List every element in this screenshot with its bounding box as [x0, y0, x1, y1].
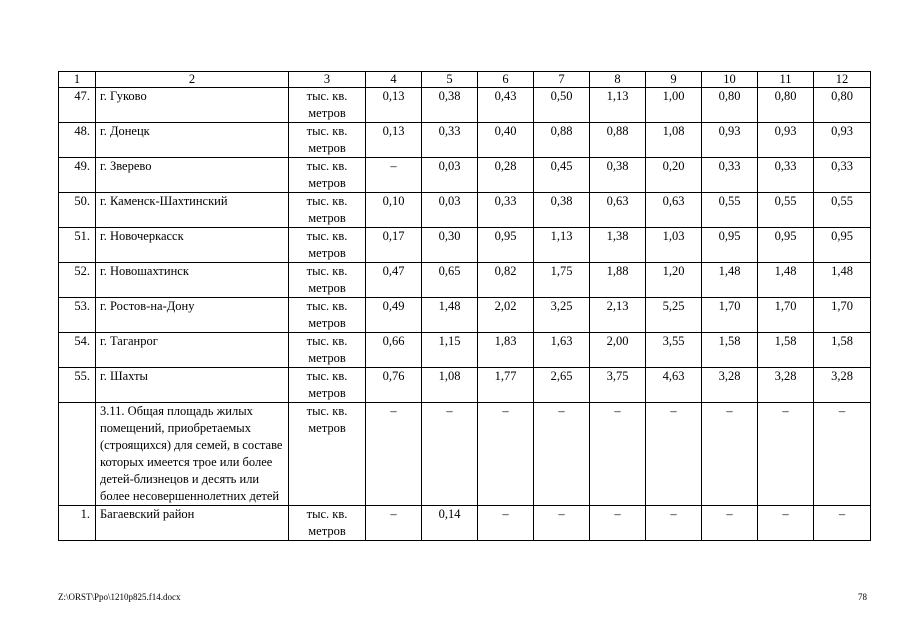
row-unit: тыс. кв. метров: [289, 123, 366, 158]
value-cell: 1,13: [534, 228, 590, 263]
value-cell: –: [702, 403, 758, 506]
value-cell: –: [814, 403, 871, 506]
row-unit: тыс. кв. метров: [289, 506, 366, 541]
row-number: 54.: [59, 333, 96, 368]
value-cell: 2,13: [590, 298, 646, 333]
row-name: г. Зверево: [96, 158, 289, 193]
value-cell: 0,33: [758, 158, 814, 193]
value-cell: 1,58: [814, 333, 871, 368]
value-cell: 0,63: [590, 193, 646, 228]
row-number: [59, 403, 96, 506]
value-cell: –: [814, 506, 871, 541]
value-cell: 1,70: [758, 298, 814, 333]
value-cell: 0,76: [366, 368, 422, 403]
value-cell: 1,38: [590, 228, 646, 263]
value-cell: 1,13: [590, 88, 646, 123]
value-cell: 1,77: [478, 368, 534, 403]
value-cell: 0,40: [478, 123, 534, 158]
value-cell: 1,20: [646, 263, 702, 298]
page-number: 78: [858, 592, 867, 602]
row-name: 3.11. Общая площадь жилых помещений, приобретаемых (строящихся) для семей, в составе которых имеется трое или более детей-близнецов и десять или более несовершеннолетних детей: [96, 403, 289, 506]
value-cell: 1,08: [646, 123, 702, 158]
value-cell: 3,55: [646, 333, 702, 368]
value-cell: 1,00: [646, 88, 702, 123]
row-unit: тыс. кв. метров: [289, 88, 366, 123]
value-cell: 1,63: [534, 333, 590, 368]
column-header: 5: [422, 72, 478, 88]
column-header: 9: [646, 72, 702, 88]
value-cell: 1,70: [702, 298, 758, 333]
value-cell: 0,50: [534, 88, 590, 123]
value-cell: 1,70: [814, 298, 871, 333]
value-cell: 3,75: [590, 368, 646, 403]
row-name: г. Гуково: [96, 88, 289, 123]
value-cell: 0,95: [478, 228, 534, 263]
column-header: 1: [59, 72, 96, 88]
row-name: г. Каменск-Шахтинский: [96, 193, 289, 228]
row-number: 55.: [59, 368, 96, 403]
value-cell: 0,49: [366, 298, 422, 333]
row-unit: тыс. кв. метров: [289, 228, 366, 263]
column-header: 2: [96, 72, 289, 88]
value-cell: –: [590, 506, 646, 541]
column-header: 7: [534, 72, 590, 88]
value-cell: 1,83: [478, 333, 534, 368]
value-cell: 2,00: [590, 333, 646, 368]
value-cell: 0,20: [646, 158, 702, 193]
column-header: 4: [366, 72, 422, 88]
value-cell: 0,45: [534, 158, 590, 193]
value-cell: 0,66: [366, 333, 422, 368]
value-cell: 0,38: [534, 193, 590, 228]
value-cell: 2,65: [534, 368, 590, 403]
value-cell: 0,82: [478, 263, 534, 298]
data-table: [58, 71, 871, 541]
value-cell: 0,47: [366, 263, 422, 298]
table-row: [59, 263, 871, 298]
value-cell: 1,58: [702, 333, 758, 368]
value-cell: 2,02: [478, 298, 534, 333]
table-row: [59, 88, 871, 123]
value-cell: 1,03: [646, 228, 702, 263]
column-header: 3: [289, 72, 366, 88]
value-cell: 0,55: [702, 193, 758, 228]
value-cell: 1,58: [758, 333, 814, 368]
row-number: 50.: [59, 193, 96, 228]
row-number: 47.: [59, 88, 96, 123]
table-row: [59, 193, 871, 228]
value-cell: –: [478, 403, 534, 506]
row-name: г. Ростов-на-Дону: [96, 298, 289, 333]
row-unit: тыс. кв. метров: [289, 403, 366, 506]
value-cell: 3,28: [758, 368, 814, 403]
row-unit: тыс. кв. метров: [289, 368, 366, 403]
value-cell: 1,88: [590, 263, 646, 298]
value-cell: 0,38: [590, 158, 646, 193]
header-row: [59, 72, 871, 88]
row-unit: тыс. кв. метров: [289, 298, 366, 333]
value-cell: 0,14: [422, 506, 478, 541]
row-unit: тыс. кв. метров: [289, 193, 366, 228]
row-name: г. Новочеркасск: [96, 228, 289, 263]
value-cell: 1,08: [422, 368, 478, 403]
value-cell: 0,88: [590, 123, 646, 158]
row-name: г. Шахты: [96, 368, 289, 403]
value-cell: –: [590, 403, 646, 506]
value-cell: 1,48: [814, 263, 871, 298]
row-number: 52.: [59, 263, 96, 298]
value-cell: –: [478, 506, 534, 541]
value-cell: 1,75: [534, 263, 590, 298]
value-cell: 0,10: [366, 193, 422, 228]
row-name: Багаевский район: [96, 506, 289, 541]
value-cell: 5,25: [646, 298, 702, 333]
table-row: [59, 158, 871, 193]
value-cell: 0,88: [534, 123, 590, 158]
value-cell: 0,95: [758, 228, 814, 263]
value-cell: 0,93: [814, 123, 871, 158]
row-unit: тыс. кв. метров: [289, 263, 366, 298]
value-cell: 0,33: [702, 158, 758, 193]
value-cell: 0,03: [422, 193, 478, 228]
value-cell: –: [422, 403, 478, 506]
value-cell: 0,30: [422, 228, 478, 263]
value-cell: 0,95: [814, 228, 871, 263]
value-cell: 0,17: [366, 228, 422, 263]
value-cell: 0,55: [758, 193, 814, 228]
table-row: [59, 298, 871, 333]
value-cell: 0,80: [814, 88, 871, 123]
row-number: 48.: [59, 123, 96, 158]
value-cell: 0,13: [366, 88, 422, 123]
column-header: 10: [702, 72, 758, 88]
row-number: 53.: [59, 298, 96, 333]
value-cell: –: [758, 403, 814, 506]
table-row: [59, 368, 871, 403]
value-cell: 3,28: [814, 368, 871, 403]
value-cell: –: [646, 506, 702, 541]
value-cell: –: [366, 403, 422, 506]
value-cell: –: [646, 403, 702, 506]
value-cell: 0,93: [702, 123, 758, 158]
row-number: 51.: [59, 228, 96, 263]
table-row: [59, 333, 871, 368]
value-cell: 0,28: [478, 158, 534, 193]
value-cell: 0,33: [814, 158, 871, 193]
value-cell: –: [534, 506, 590, 541]
value-cell: 0,13: [366, 123, 422, 158]
value-cell: 0,95: [702, 228, 758, 263]
row-name: г. Донецк: [96, 123, 289, 158]
value-cell: 1,48: [758, 263, 814, 298]
value-cell: –: [758, 506, 814, 541]
row-name: г. Таганрог: [96, 333, 289, 368]
value-cell: –: [702, 506, 758, 541]
value-cell: –: [534, 403, 590, 506]
value-cell: 0,43: [478, 88, 534, 123]
table-row: [59, 506, 871, 541]
value-cell: 0,33: [422, 123, 478, 158]
value-cell: –: [366, 158, 422, 193]
value-cell: 0,80: [702, 88, 758, 123]
value-cell: 3,28: [702, 368, 758, 403]
file-path: Z:\ORST\Ppo\1210p825.f14.docx: [58, 592, 181, 602]
row-number: 49.: [59, 158, 96, 193]
value-cell: 1,15: [422, 333, 478, 368]
row-name: г. Новошахтинск: [96, 263, 289, 298]
row-unit: тыс. кв. метров: [289, 158, 366, 193]
row-unit: тыс. кв. метров: [289, 333, 366, 368]
table-row: [59, 403, 871, 506]
value-cell: 0,80: [758, 88, 814, 123]
value-cell: 0,55: [814, 193, 871, 228]
value-cell: 4,63: [646, 368, 702, 403]
value-cell: –: [366, 506, 422, 541]
value-cell: 0,63: [646, 193, 702, 228]
column-header: 11: [758, 72, 814, 88]
column-header: 12: [814, 72, 871, 88]
value-cell: 1,48: [422, 298, 478, 333]
column-header: 8: [590, 72, 646, 88]
value-cell: 1,48: [702, 263, 758, 298]
row-number: 1.: [59, 506, 96, 541]
value-cell: 3,25: [534, 298, 590, 333]
value-cell: 0,03: [422, 158, 478, 193]
value-cell: 0,65: [422, 263, 478, 298]
column-header: 6: [478, 72, 534, 88]
value-cell: 0,93: [758, 123, 814, 158]
value-cell: 0,33: [478, 193, 534, 228]
table-row: [59, 123, 871, 158]
table-row: [59, 228, 871, 263]
value-cell: 0,38: [422, 88, 478, 123]
